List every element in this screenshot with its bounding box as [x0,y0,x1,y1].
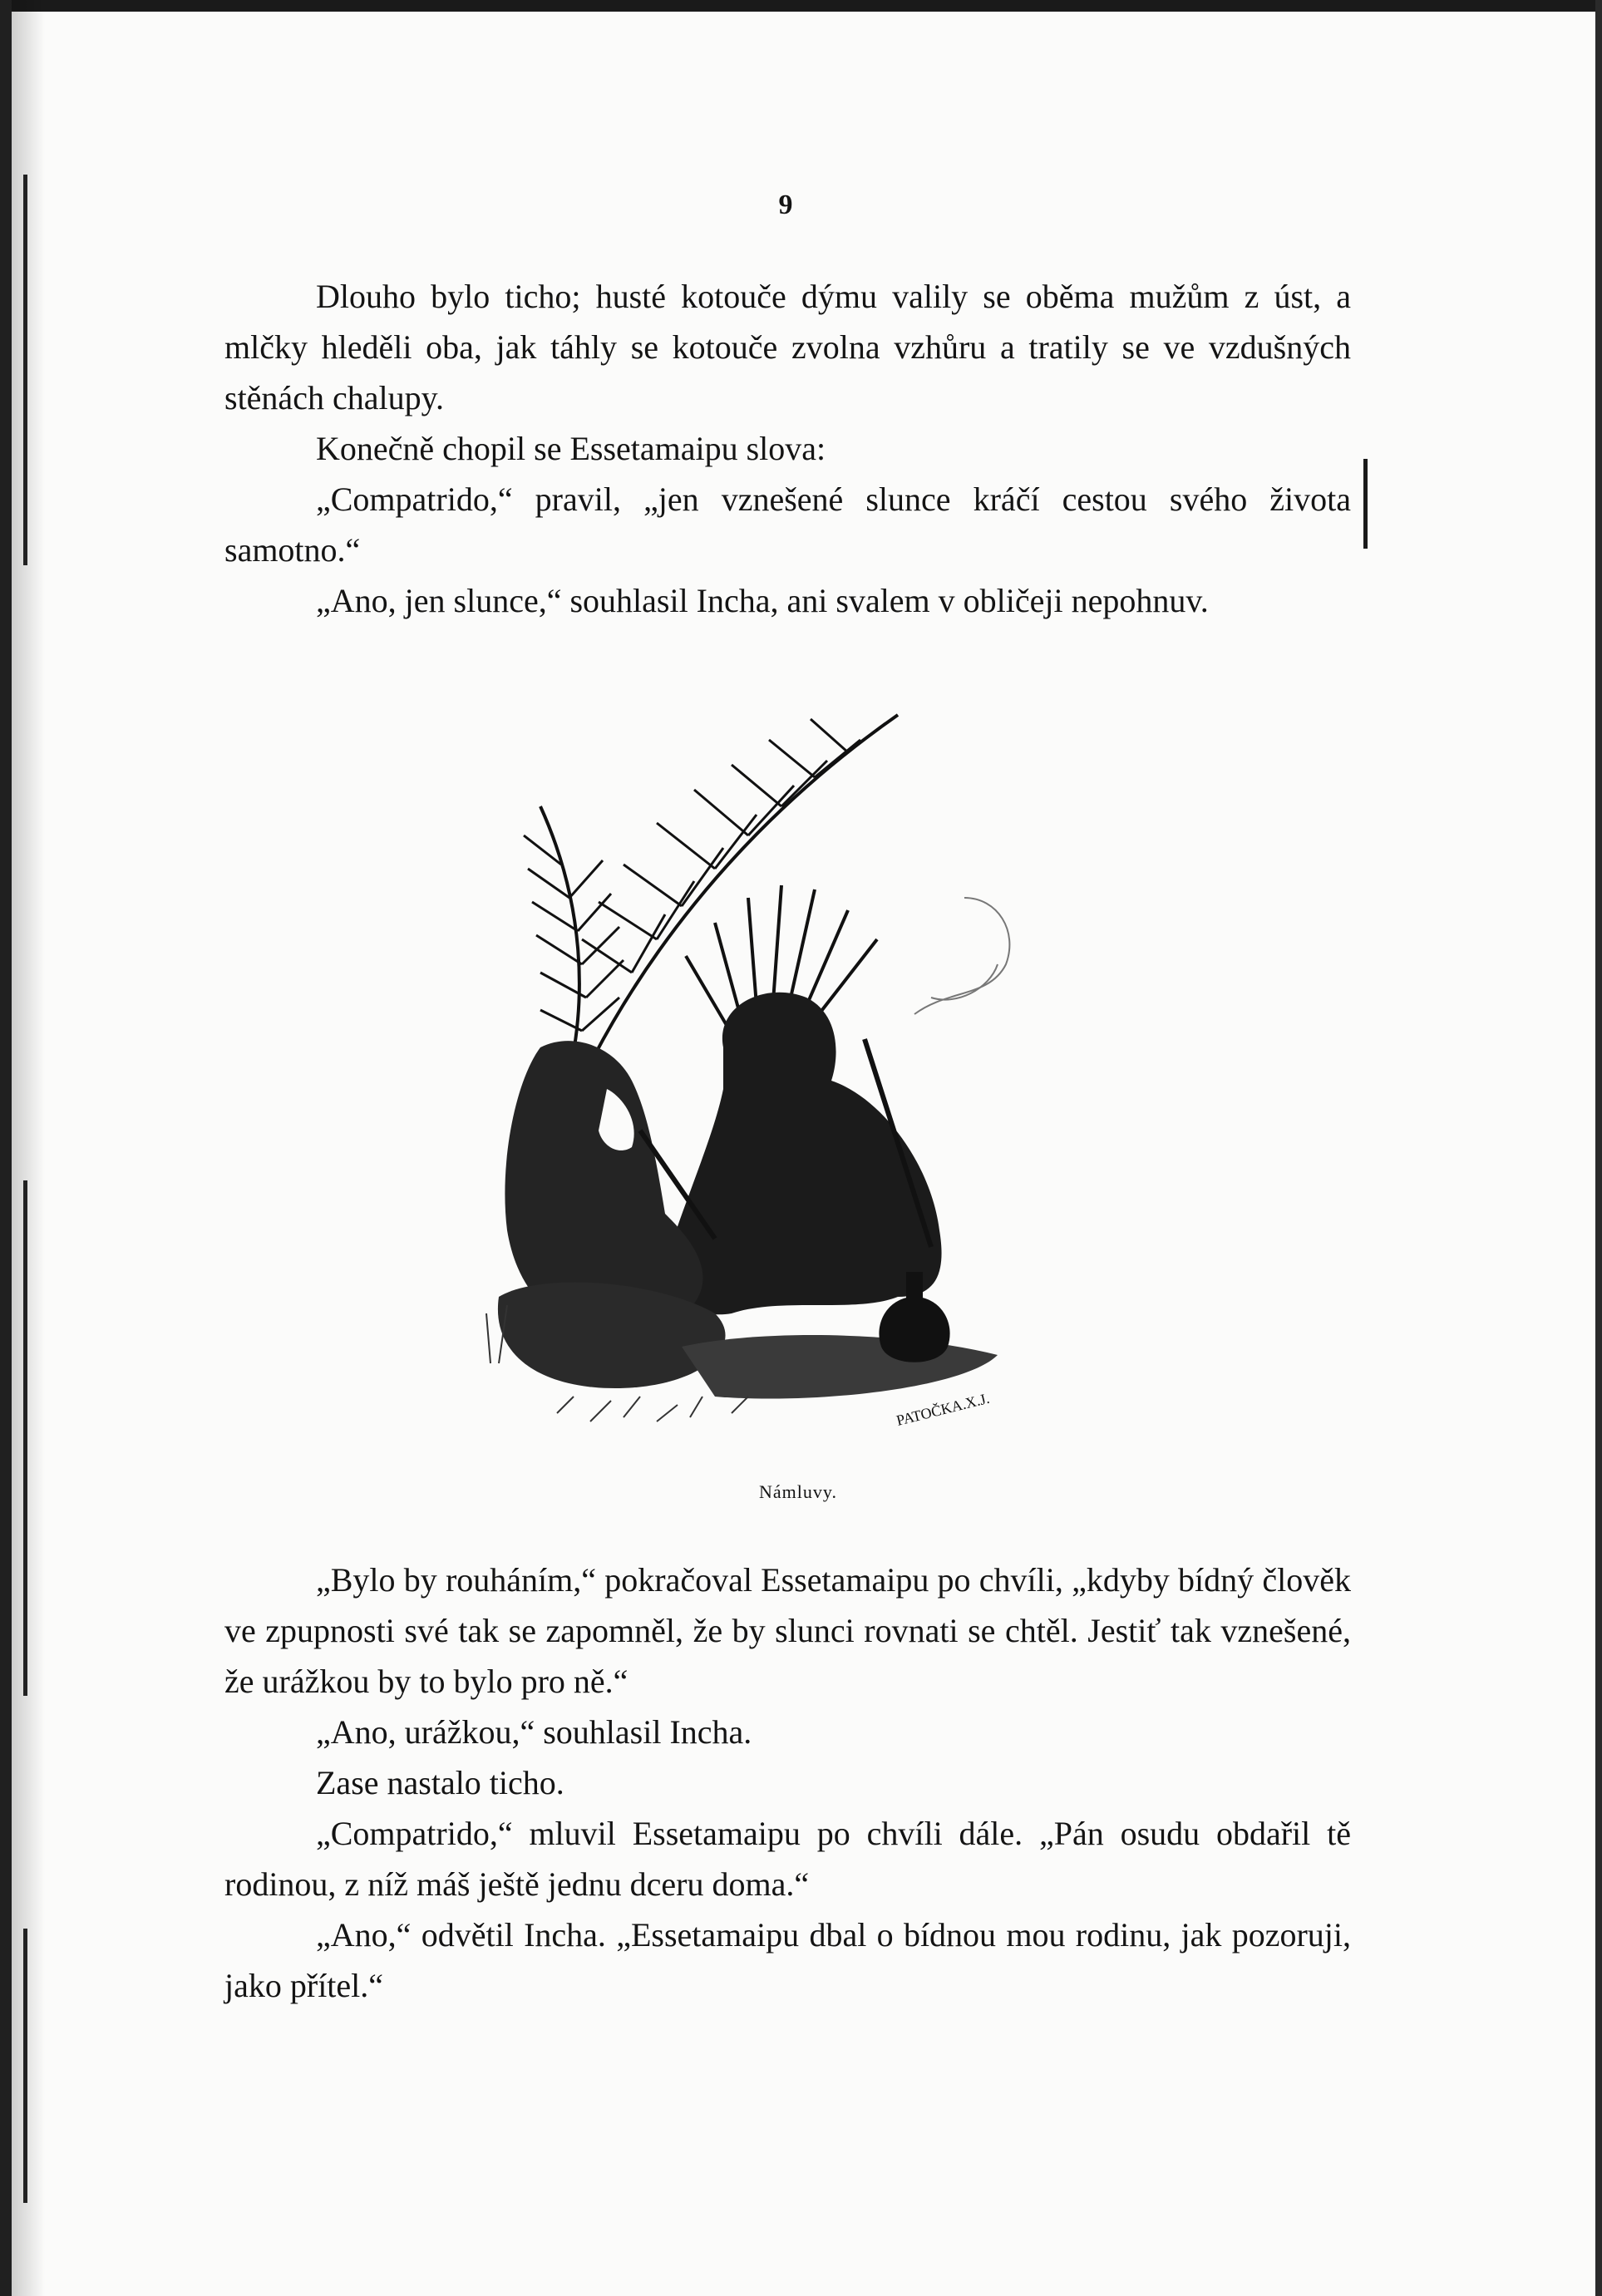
pipe-smoke [914,898,1009,1014]
engraver-signature: PATOČKA.X.J. [895,1389,992,1429]
paragraph: Dlouho bylo ticho; husté kotouče dýmu valily se oběma mužům z úst, a mlčky hleděli oba, jak táhly se kotouče zvolna vzhůru a tratily se ve vzdušných stěnách chalupy. [224,278,1351,416]
gourd-neck [906,1272,923,1301]
paragraph: „Ano,“ odvětil Incha. „Essetamaipu dbal o bídnou mou rodinu, jak pozoruji, jako přítel.“ [224,1916,1351,2004]
ground [682,1335,998,1398]
binding-line [23,175,27,565]
paragraph: „Bylo by rouháním,“ pokračoval Essetamaipu po chvíli, „kdyby bídný člověk ve zpupnosti své tak se zapomněl, že by slunci rovnati se chtěl. Jestiť tak vznešené, že urážkou by to bylo pro ně.“ [224,1561,1351,1700]
illustration-caption: Námluvy. [759,1481,837,1502]
paragraph: „Ano, jen slunce,“ souhlasil Incha, ani svalem v obličeji nepohnuv. [316,582,1209,619]
text-block-bottom [224,1554,1351,2011]
binding-shadow [12,0,45,2296]
paragraph: Zase nastalo ticho. [316,1764,564,1801]
paragraph: Konečně chopil se Essetamaipu slova: [316,430,826,467]
gourd-vessel [879,1297,949,1362]
margin-mark [1363,459,1368,549]
scan-edge-right [1595,0,1602,2296]
binding-line [23,1180,27,1696]
engraving-illustration [466,698,1097,1471]
palm-fronds [524,715,898,1097]
binding-line [23,1929,27,2203]
text-block-top [224,271,1351,626]
scan-edge-left [0,0,12,2296]
paragraph: „Ano, urážkou,“ souhlasil Incha. [316,1713,752,1751]
paragraph: „Compatrido,“ pravil, „jen vznešené slunce kráčí cestou svého života samotno.“ [224,480,1351,569]
paragraph: „Compatrido,“ mluvil Essetamaipu po chvíli dále. „Pán osudu obdařil tě rodinou, z níž máš ještě jednu dceru doma.“ [224,1815,1351,1903]
scan-edge-top [0,0,1602,12]
page-number: 9 [778,190,793,220]
